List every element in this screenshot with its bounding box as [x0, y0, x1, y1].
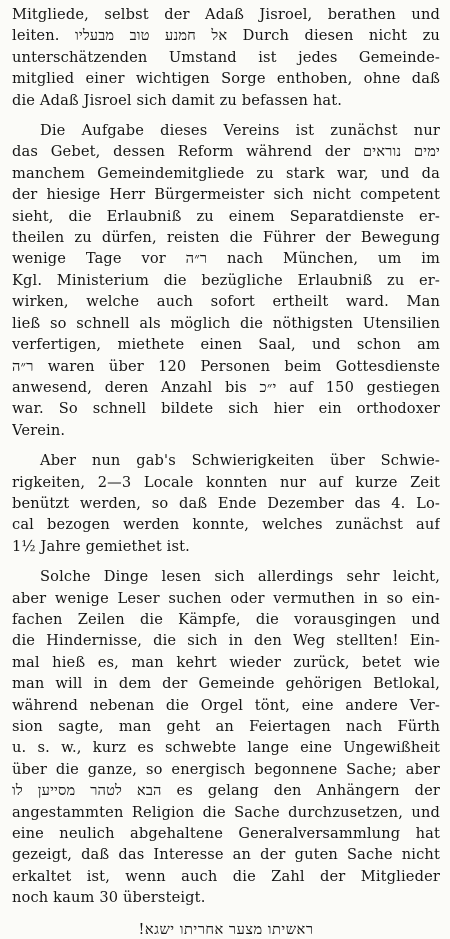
- text-line: war. So schnell bildete sich hier ein orthodoxer: [12, 400, 440, 418]
- text-line: Die Aufgabe dieses Vereins ist zunächst nur: [40, 122, 440, 140]
- closing-motto: ראשיתו מצער אחריתו ישגא!: [138, 920, 314, 938]
- article-body: [12, 4, 440, 909]
- text-line: verfertigen, miethete einen Saal, und schon am: [12, 336, 440, 354]
- paragraph-gap: [12, 111, 440, 120]
- text-line: Verein.: [12, 421, 66, 439]
- text-line: eine neulich abgehaltene Generalversammlung hat: [12, 825, 440, 843]
- text-line: 1½ Jahre gemiethet ist.: [12, 537, 190, 555]
- text-line: über die ganze, so energisch begonnene Sache; aber: [12, 760, 440, 778]
- paragraph: [12, 450, 440, 557]
- text-line: gezeigt, daß das Interesse an der guten Sache nicht: [12, 846, 440, 864]
- text-line: fachen Zeilen die Kämpfe, die vorausgingen und: [12, 610, 440, 628]
- text-line: cal bezogen werden konnte, welches zunächst auf: [12, 516, 440, 534]
- text-line: leiten. אל חמנע טוב מבעליו Durch diesen nicht zu: [12, 27, 440, 45]
- text-line: mal hieß es, man kehrt wieder zurück, betet wie: [12, 653, 440, 671]
- text-line: sieht, die Erlaubniß zu einem Separatdienste er-: [12, 207, 440, 225]
- text-line: die Hindernisse, die sich in den Weg stellten! Ein-: [12, 632, 440, 650]
- text-line: mitglied einer wichtigen Sorge enthoben, ohne daß: [12, 70, 440, 88]
- text-line: ר״ה waren über 120 Personen beim Gottesdienste: [12, 357, 440, 375]
- text-line: ließ so schnell als möglich die nöthigsten Utensilien: [12, 314, 440, 332]
- text-line: die Adaß Jisroel sich damit zu befassen hat.: [12, 91, 343, 109]
- text-line: angestammten Religion die Sache durchzusetzen, und: [12, 803, 440, 821]
- text-line: הבא לטהר מסייען לו es gelang den Anhängern der: [12, 782, 440, 800]
- text-line: wirken, welche auch sofort ertheilt ward. Man: [12, 293, 440, 311]
- text-line: u. s. w., kurz es schwebte lange eine Ungewißheit: [12, 739, 440, 757]
- text-line: manchem Gemeindemitgliede zu stark war, und da: [12, 164, 440, 182]
- paragraph: [12, 4, 440, 111]
- text-line: man will in dem der Gemeinde gehörigen Betlokal,: [12, 675, 440, 693]
- text-line: Solche Dinge lesen sich allerdings sehr leicht,: [40, 568, 440, 586]
- text-line: der hiesige Herr Bürgermeister sich nicht competent: [12, 186, 440, 204]
- text-line: benützt werden, so daß Ende Dezember das 4. Lo-: [12, 494, 440, 512]
- text-line: das Gebet, dessen Reform während der ימים נוראים: [12, 143, 440, 161]
- text-line: Kgl. Ministerium die bezügliche Erlaubniß zu er-: [12, 271, 440, 289]
- text-line: anwesend, deren Anzahl bis י״כ auf 150 gestiegen: [12, 378, 440, 396]
- text-line: rigkeiten, 2—3 Locale konnten nur auf kurze Zeit: [12, 473, 440, 491]
- text-line: wenige Tage vor ר״ה nach München, um im: [12, 250, 440, 268]
- paragraph-gap: [12, 557, 440, 566]
- text-line: theilen zu dürfen, reisten die Führer der Bewegung: [12, 229, 440, 247]
- text-line: sion sagte, man geht an Feiertagen nach Fürth: [12, 718, 440, 735]
- text-line: während nebenan die Orgel tönt, eine andere Ver-: [12, 696, 440, 714]
- text-line: unterschätzenden Umstand ist jedes Gemeinde-: [12, 48, 440, 66]
- text-line: Mitgliede, selbst der Adaß Jisroel, berathen und: [12, 6, 440, 23]
- text-line: noch kaum 30 übersteigt.: [12, 889, 206, 907]
- text-line: aber wenige Leser suchen oder vermuthen in so ein-: [12, 589, 440, 607]
- paragraph: [12, 566, 440, 909]
- text-line: erkaltet ist, wenn auch die Zahl der Mitglieder: [12, 867, 440, 885]
- paragraph: [12, 120, 440, 441]
- paragraph-gap: [12, 441, 440, 450]
- text-line: Aber nun gab's Schwierigkeiten über Schwie-: [40, 452, 440, 470]
